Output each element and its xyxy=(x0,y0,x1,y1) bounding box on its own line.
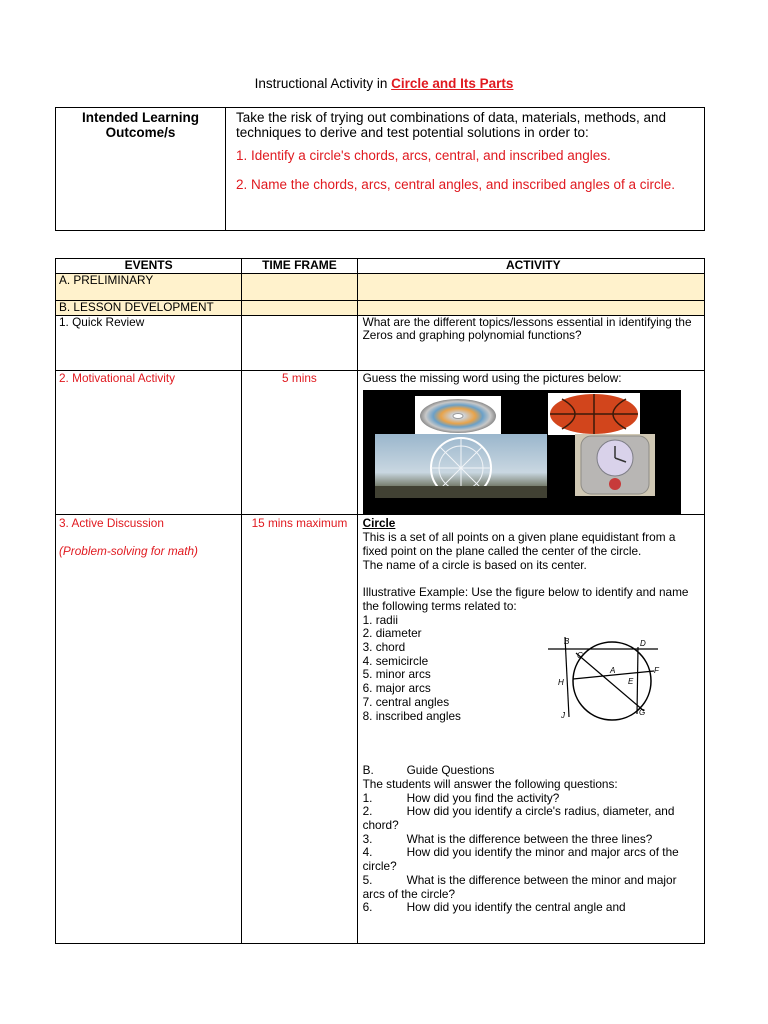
motivational-time: 5 mins xyxy=(242,370,357,515)
motivational-activity: Guess the missing word using the pictures below: xyxy=(362,370,622,385)
circle-naming: The name of a circle is based on its center. xyxy=(362,557,587,572)
row-active-discussion xyxy=(56,515,705,944)
figure-label-f: F xyxy=(653,666,659,676)
list-item: 6. major arcs xyxy=(362,681,431,696)
list-item: 5. What is the difference between the minor and major arcs of the circle? xyxy=(362,872,677,901)
list-item: 2. diameter xyxy=(362,626,422,641)
motivational-event: 2. Motivational Activity xyxy=(56,370,242,515)
ilo-objective-1: 1. Identify a circle's chords, arcs, central, and inscribed angles. xyxy=(236,148,611,163)
ilo-intro: Take the risk of trying out combinations of data, materials, methods, and techniques to derive and test potential solutions in order to: xyxy=(236,110,666,140)
list-item: 1. How did you find the activity? xyxy=(362,790,560,805)
list-item: 1. radii xyxy=(362,612,398,627)
guide-letter: B. xyxy=(362,763,374,778)
header-events: EVENTS xyxy=(56,259,242,274)
illustrative-example: Illustrative Example: Use the figure below to identify and name the following terms related to: xyxy=(362,585,689,613)
row-preliminary xyxy=(56,274,705,301)
guide-questions-heading xyxy=(363,764,701,778)
row-lesson-development xyxy=(56,301,705,316)
lesson-development-label: B. LESSON DEVELOPMENT xyxy=(56,301,242,316)
discussion-event: 3. Active Discussion xyxy=(59,516,164,531)
quick-review-activity: What are the different topics/lessons essential in identifying the Zeros and graphing polynomial functions? xyxy=(357,315,704,370)
guide-title: Guide Questions xyxy=(406,763,495,778)
figure-label-b: B xyxy=(563,637,569,647)
learning-outcomes-table xyxy=(55,107,705,231)
list-item: 3. chord xyxy=(362,640,406,655)
discussion-event-note: (Problem-solving for math) xyxy=(59,544,198,559)
figure-label-c: C xyxy=(576,651,583,661)
picture-collage xyxy=(363,390,681,514)
figure-label-j: J xyxy=(560,711,565,721)
title-topic: Circle and Its Parts xyxy=(391,76,514,91)
title-prefix: Instructional Activity in xyxy=(254,76,392,91)
list-item: 2. How did you identify a circle's radius, diameter, and chord? xyxy=(362,804,675,833)
ferris-wheel-image xyxy=(375,434,547,498)
list-item: 4. semicircle xyxy=(362,653,429,668)
row-quick-review xyxy=(56,315,705,370)
list-item: 7. central angles xyxy=(362,694,450,709)
circle-heading: Circle xyxy=(362,516,396,531)
wall-clock-image xyxy=(575,434,655,496)
cd-disc-image xyxy=(415,396,501,436)
list-item: 4. How did you identify the minor and major arcs of the circle? xyxy=(362,845,679,874)
basketball-image xyxy=(548,393,640,435)
header-time-frame: TIME FRAME xyxy=(242,259,357,274)
circle-figure xyxy=(548,635,668,729)
table-header-row xyxy=(56,259,705,274)
lesson-plan-table xyxy=(55,258,705,944)
ilo-label: Intended Learning Outcome/s xyxy=(56,108,226,231)
quick-review-event: 1. Quick Review xyxy=(56,315,242,370)
page-title xyxy=(0,76,768,91)
row-motivational xyxy=(56,370,705,515)
ilo-body xyxy=(226,108,705,231)
guide-intro: The students will answer the following questions: xyxy=(362,776,618,791)
figure-label-g: G xyxy=(638,708,645,718)
guide-questions-list xyxy=(363,792,701,915)
ilo-objective-2: 2. Name the chords, arcs, central angles, and inscribed angles of a circle. xyxy=(236,177,675,192)
list-item: 8. inscribed angles xyxy=(362,708,461,723)
discussion-time: 15 mins maximum xyxy=(242,515,357,944)
figure-label-d: D xyxy=(639,639,646,649)
header-activity: ACTIVITY xyxy=(357,259,704,274)
preliminary-label: A. PRELIMINARY xyxy=(56,274,242,301)
circle-definition: This is a set of all points on a given plane equidistant from a fixed point on the plane called the center of the circle. xyxy=(362,530,676,558)
list-item: 6. How did you identify the central angle and xyxy=(362,900,626,915)
figure-label-e: E xyxy=(627,677,633,687)
figure-label-h: H xyxy=(557,678,564,688)
list-item: 3. What is the difference between the three lines? xyxy=(362,831,653,846)
list-item: 5. minor arcs xyxy=(362,667,431,682)
figure-label-a: A xyxy=(609,666,615,676)
